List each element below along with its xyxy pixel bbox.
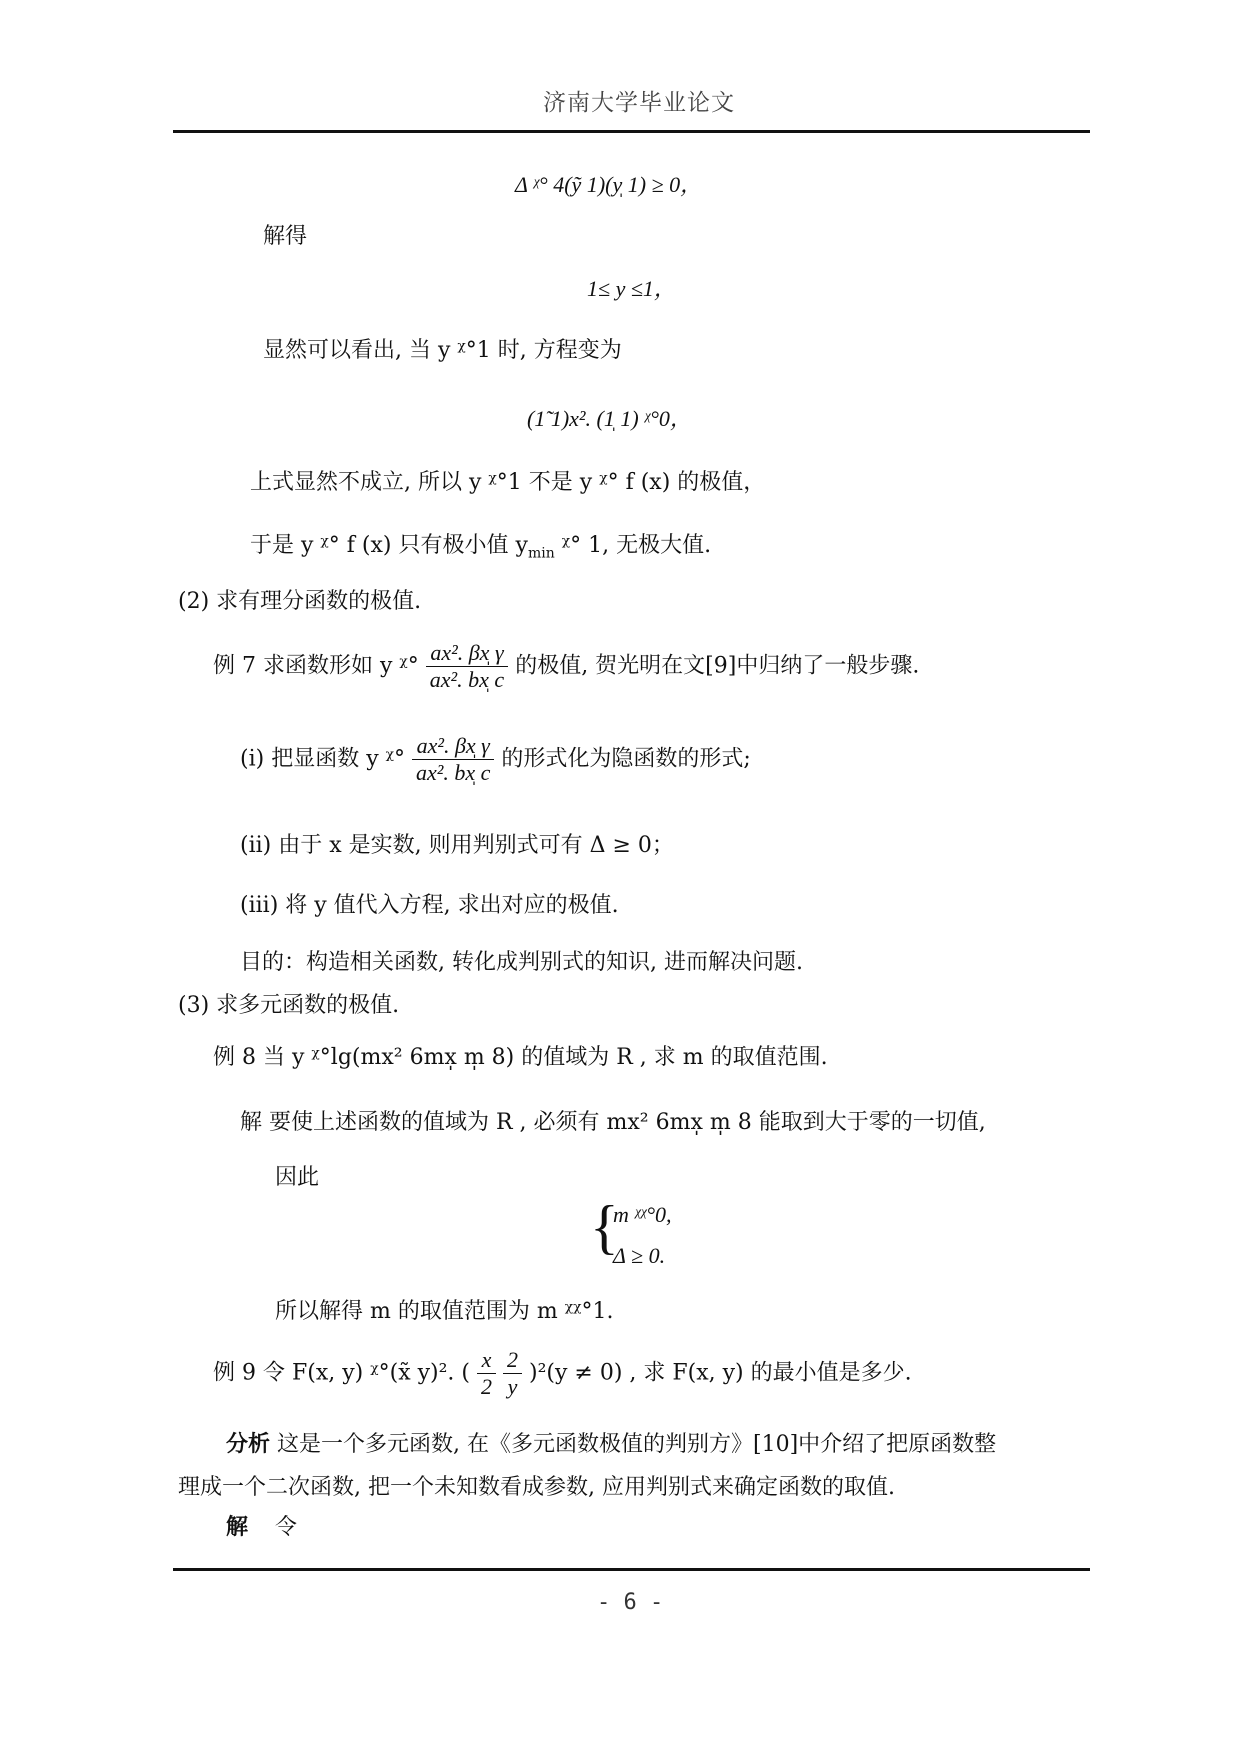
step1-suffix: 的形式化为隐函数的形式; bbox=[501, 746, 751, 772]
section-3-heading: (3) 求多元函数的极值. bbox=[178, 993, 400, 1018]
solution-9 bbox=[226, 1510, 297, 1541]
analysis-label: 分析 bbox=[226, 1431, 271, 1457]
system-eq-1: m ᵡᵡ°0, bbox=[613, 1202, 672, 1227]
ex7-fraction bbox=[426, 640, 508, 693]
analysis-text-1: 这是一个多元函数, 在《多元函数极值的判别方》[10]中介绍了把原函数整 bbox=[277, 1432, 997, 1457]
step-2: (ii) 由于 x 是实数, 则用判别式可有 Δ ≥ 0； bbox=[240, 833, 674, 858]
solution-9-label: 解 bbox=[226, 1514, 249, 1540]
ex9-suffix: )²(y ≠ 0) , 求 F(x, y) 的最小值是多少. bbox=[529, 1360, 912, 1386]
ex9-frac-x-den: 2 bbox=[481, 1374, 492, 1399]
page-number: - 6 - bbox=[597, 1590, 664, 1615]
text-not-extreme: 上式显然不成立, 所以 y ᵡ°1 不是 y ᵡ° f (x) 的极值， bbox=[250, 470, 766, 495]
purpose-text: 目的：构造相关函数, 转化成判别式的知识, 进而解决问题. bbox=[240, 950, 803, 975]
text-solve: 解得 bbox=[263, 224, 308, 249]
step1-frac-den: ax². bx̩ c bbox=[416, 760, 491, 785]
system-brace: { bbox=[590, 1194, 619, 1260]
step1-prefix: (i) 把显函数 y ᵡ° bbox=[240, 746, 406, 772]
example-8: 例 8 当 y ᵡ°lg(mx² 6mx̩ m̩ 8) 的值域为 R , 求 m 的取值范围. bbox=[213, 1045, 828, 1070]
min-subscript: min bbox=[527, 545, 555, 562]
solution-8-therefore: 因此 bbox=[275, 1165, 320, 1190]
ex7-prefix: 例 7 求函数形如 y ᵡ° bbox=[213, 653, 419, 679]
example-7 bbox=[213, 640, 919, 693]
text-minimum bbox=[250, 528, 711, 561]
ex9-frac-x bbox=[477, 1347, 496, 1400]
text-observe: 显然可以看出, 当 y ᵡ°1 时, 方程变为 bbox=[263, 338, 622, 363]
min-prefix: 于是 y ᵡ° f (x) 只有极小值 y bbox=[250, 533, 528, 558]
ex7-frac-den: ax². bx̩ c bbox=[429, 667, 505, 692]
ex9-frac-y-den: y bbox=[507, 1374, 518, 1399]
solution-8: 解 要使上述函数的值域为 R , 必须有 mx² 6mx̩ m̩ 8 能取到大于零的一切值, bbox=[240, 1110, 986, 1135]
ex9-prefix: 例 9 令 F(x, y) ᵡ°(x̃ y)². ( bbox=[213, 1360, 470, 1386]
ex7-frac-num: ax². βx̩ γ bbox=[426, 640, 508, 667]
eq-transformed: (1̃ 1)x². (1̩ 1) ᵡ°0， bbox=[527, 406, 692, 431]
step1-fraction bbox=[412, 733, 494, 786]
eq-discriminant: Δ ᵡ° 4(ỹ 1)(y̩ 1) ≥ 0， bbox=[515, 172, 703, 197]
step-1 bbox=[240, 733, 751, 786]
ex9-frac-y bbox=[503, 1347, 522, 1400]
eq-range: 1≤ y ≤1， bbox=[587, 276, 676, 301]
section-2-heading: (2) 求有理分函数的极值. bbox=[178, 589, 422, 614]
step1-frac-num: ax². βx̩ γ bbox=[412, 733, 494, 760]
solution-8-result: 所以解得 m 的取值范围为 m ᵡᵡ°1. bbox=[275, 1299, 614, 1324]
solution-9-text: 令 bbox=[275, 1515, 298, 1540]
min-tail: ᵡ° 1, 无极大值. bbox=[561, 533, 712, 558]
analysis-line-2: 理成一个二次函数, 把一个未知数看成参数, 应用判别式来确定函数的取值. bbox=[178, 1475, 895, 1500]
example-9 bbox=[213, 1347, 912, 1400]
ex9-frac-y-num: 2 bbox=[503, 1347, 522, 1374]
header-rule bbox=[173, 130, 1090, 133]
header-title: 济南大学毕业论文 bbox=[543, 90, 735, 116]
system-eq-2: Δ ≥ 0. bbox=[613, 1243, 666, 1268]
analysis-line-1 bbox=[226, 1427, 996, 1458]
step-3: (iii) 将 y 值代入方程, 求出对应的极值. bbox=[240, 893, 619, 918]
ex7-suffix: 的极值, 贺光明在文[9]中归纳了一般步骤. bbox=[515, 653, 920, 679]
ex9-frac-x-num: x bbox=[477, 1347, 496, 1374]
footer-rule bbox=[173, 1568, 1090, 1571]
